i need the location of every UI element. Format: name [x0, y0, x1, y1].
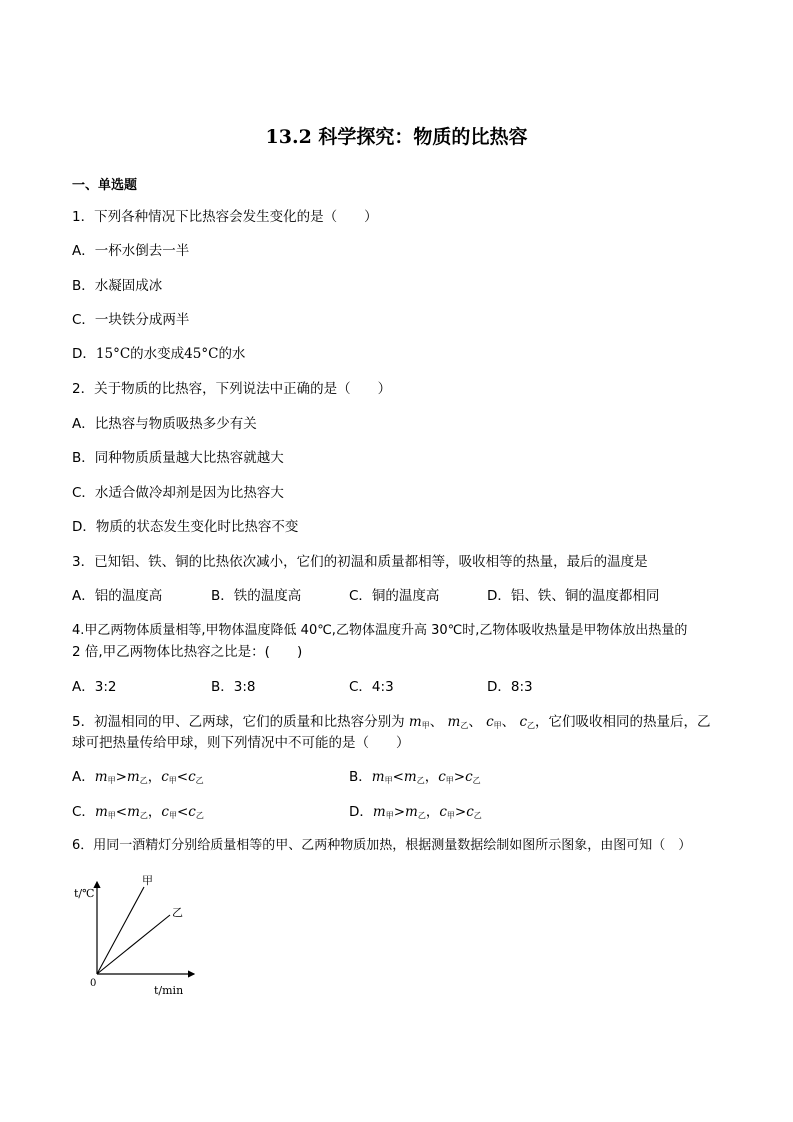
lt: < — [176, 804, 189, 820]
temperature-15: 15°C — [95, 346, 131, 362]
comma: ， — [147, 804, 162, 820]
question-4-option-c[interactable]: C．4:3 — [349, 679, 394, 695]
var-c: c — [519, 714, 528, 730]
comma: ， — [424, 769, 439, 785]
label-jia: 甲 — [142, 874, 153, 887]
question-2-option-b[interactable]: B．同种物质质量越大比热容就越大 — [72, 450, 284, 466]
lt: < — [176, 769, 189, 785]
option-label: C． — [72, 804, 95, 820]
comma: ， — [147, 769, 162, 785]
option-d-prefix: D． — [72, 346, 96, 362]
gt: > — [115, 769, 127, 785]
q5-stem-part-a: 5．初温相同的甲、乙两球，它们的质量和比热容分别为 — [72, 714, 405, 730]
question-5-option-a[interactable] — [72, 768, 204, 790]
var-m: m — [447, 714, 461, 730]
sub-jia: 甲 — [168, 776, 177, 785]
question-3-option-a[interactable]: A．铝的温度高 — [72, 588, 163, 604]
var-m: m — [372, 804, 386, 820]
question-5-option-c[interactable] — [72, 803, 204, 825]
question-3-option-b[interactable]: B．铁的温度高 — [211, 588, 302, 604]
q5-stem-part-b: ，它们吸收相同的热量后，乙 — [535, 714, 711, 730]
page-title: 13.2 科学探究：物质的比热容 — [265, 126, 528, 148]
sub-yi: 乙 — [527, 721, 536, 730]
temperature-45: 45°C — [184, 346, 219, 362]
sub-yi: 乙 — [472, 776, 481, 785]
sub-jia: 甲 — [385, 811, 394, 820]
origin-label: 0 — [90, 978, 97, 989]
var-c: c — [161, 804, 169, 820]
question-6-stem: 6．用同一酒精灯分别给质量相等的甲、乙两种物质加热，根据测量数据绘制如图所示图象，由图可知（ ） — [72, 838, 692, 853]
question-1-option-c[interactable]: C．一块铁分成两半 — [72, 312, 190, 328]
var-m: m — [405, 804, 418, 820]
gt: > — [453, 769, 466, 785]
var-c: c — [188, 804, 196, 820]
sep: 、 — [468, 714, 482, 730]
option-label: B． — [349, 769, 372, 785]
sub-jia: 甲 — [168, 811, 177, 820]
question-3-option-d[interactable]: D．铝、铁、铜的温度都相同 — [487, 588, 660, 604]
var-c: c — [188, 769, 196, 785]
question-2-stem: 2．关于物质的比热容，下列说法中正确的是（ ） — [72, 381, 392, 397]
question-4-option-a[interactable]: A．3:2 — [72, 679, 117, 695]
sep: 、 — [501, 714, 516, 730]
section-heading: 一、单选题 — [72, 178, 138, 193]
var-c: c — [161, 769, 169, 785]
var-m: m — [126, 769, 140, 785]
question-4-stem-line-1: 4.甲乙两物体质量相等,甲物体温度降低 40℃,乙物体温度升高 30℃时,乙物体吸收热量是甲物体放出热量的 — [72, 623, 688, 638]
question-5-option-b[interactable] — [349, 768, 481, 790]
question-3-stem: 3．已知铝、铁、铜的比热依次减小，它们的初温和质量都相等，吸收相等的热量，最后的温度是 — [72, 554, 648, 570]
label-yi: 乙 — [172, 906, 183, 919]
question-1-option-b[interactable]: B．水凝固成冰 — [72, 278, 163, 294]
sub-yi: 乙 — [417, 811, 426, 820]
lt: < — [392, 769, 404, 785]
question-5-stem-line-2: 球可把热量传给甲球，则下列情况中不可能的是（ ） — [72, 735, 410, 751]
sub-yi: 乙 — [139, 811, 148, 820]
option-label: D． — [349, 804, 373, 820]
question-4-option-d[interactable]: D．8:3 — [487, 679, 533, 695]
option-d-mid: 的水变成 — [130, 346, 185, 362]
sub-jia: 甲 — [446, 811, 455, 820]
var-c: c — [465, 769, 473, 785]
sub-jia: 甲 — [421, 721, 430, 730]
var-c: c — [486, 714, 494, 730]
option-label: A． — [72, 769, 95, 785]
var-c: c — [466, 804, 474, 820]
line-yi — [97, 915, 170, 974]
line-jia — [97, 887, 144, 974]
question-1-option-d[interactable] — [72, 345, 245, 363]
sub-jia: 甲 — [384, 776, 393, 785]
sub-jia: 甲 — [493, 721, 502, 730]
question-1-stem: 1．下列各种情况下比热容会发生变化的是（ ） — [72, 209, 378, 225]
sub-yi: 乙 — [416, 776, 425, 785]
sub-jia: 甲 — [445, 776, 454, 785]
var-m: m — [403, 769, 417, 785]
sep: 、 — [429, 714, 444, 730]
sub-yi: 乙 — [460, 721, 469, 730]
var-m: m — [127, 804, 140, 820]
x-axis-label: t/min — [154, 984, 184, 997]
var-m: m — [94, 769, 108, 785]
sub-jia: 甲 — [107, 776, 116, 785]
sub-yi: 乙 — [195, 811, 204, 820]
question-4-option-b[interactable]: B．3:8 — [211, 679, 256, 695]
gt: > — [393, 804, 406, 820]
var-c: c — [439, 804, 447, 820]
sub-yi: 乙 — [473, 811, 482, 820]
lt: < — [115, 804, 128, 820]
question-5-option-d[interactable] — [349, 803, 482, 825]
var-m: m — [94, 804, 108, 820]
var-m: m — [408, 714, 422, 730]
sub-jia: 甲 — [107, 811, 116, 820]
var-m: m — [371, 769, 385, 785]
question-5-stem-line-1 — [72, 713, 711, 735]
question-2-option-c[interactable]: C．水适合做冷却剂是因为比热容大 — [72, 485, 284, 501]
y-axis-label: t/℃ — [74, 887, 95, 900]
sub-yi: 乙 — [195, 776, 204, 785]
var-c: c — [438, 769, 446, 785]
question-2-option-d[interactable]: D．物质的状态发生变化时比热容不变 — [72, 519, 299, 535]
temperature-time-graph — [72, 870, 212, 1000]
question-4-stem-line-2: 2 倍,甲乙两物体比热容之比是：( ) — [72, 644, 303, 660]
sub-yi: 乙 — [139, 776, 148, 785]
comma: ， — [425, 804, 440, 820]
question-2-option-a[interactable]: A．比热容与物质吸热多少有关 — [72, 416, 257, 432]
gt: > — [454, 804, 467, 820]
question-1-option-a[interactable]: A．一杯水倒去一半 — [72, 243, 190, 259]
option-d-suffix: 的水 — [218, 346, 246, 362]
question-3-option-c[interactable]: C．铜的温度高 — [349, 588, 440, 604]
